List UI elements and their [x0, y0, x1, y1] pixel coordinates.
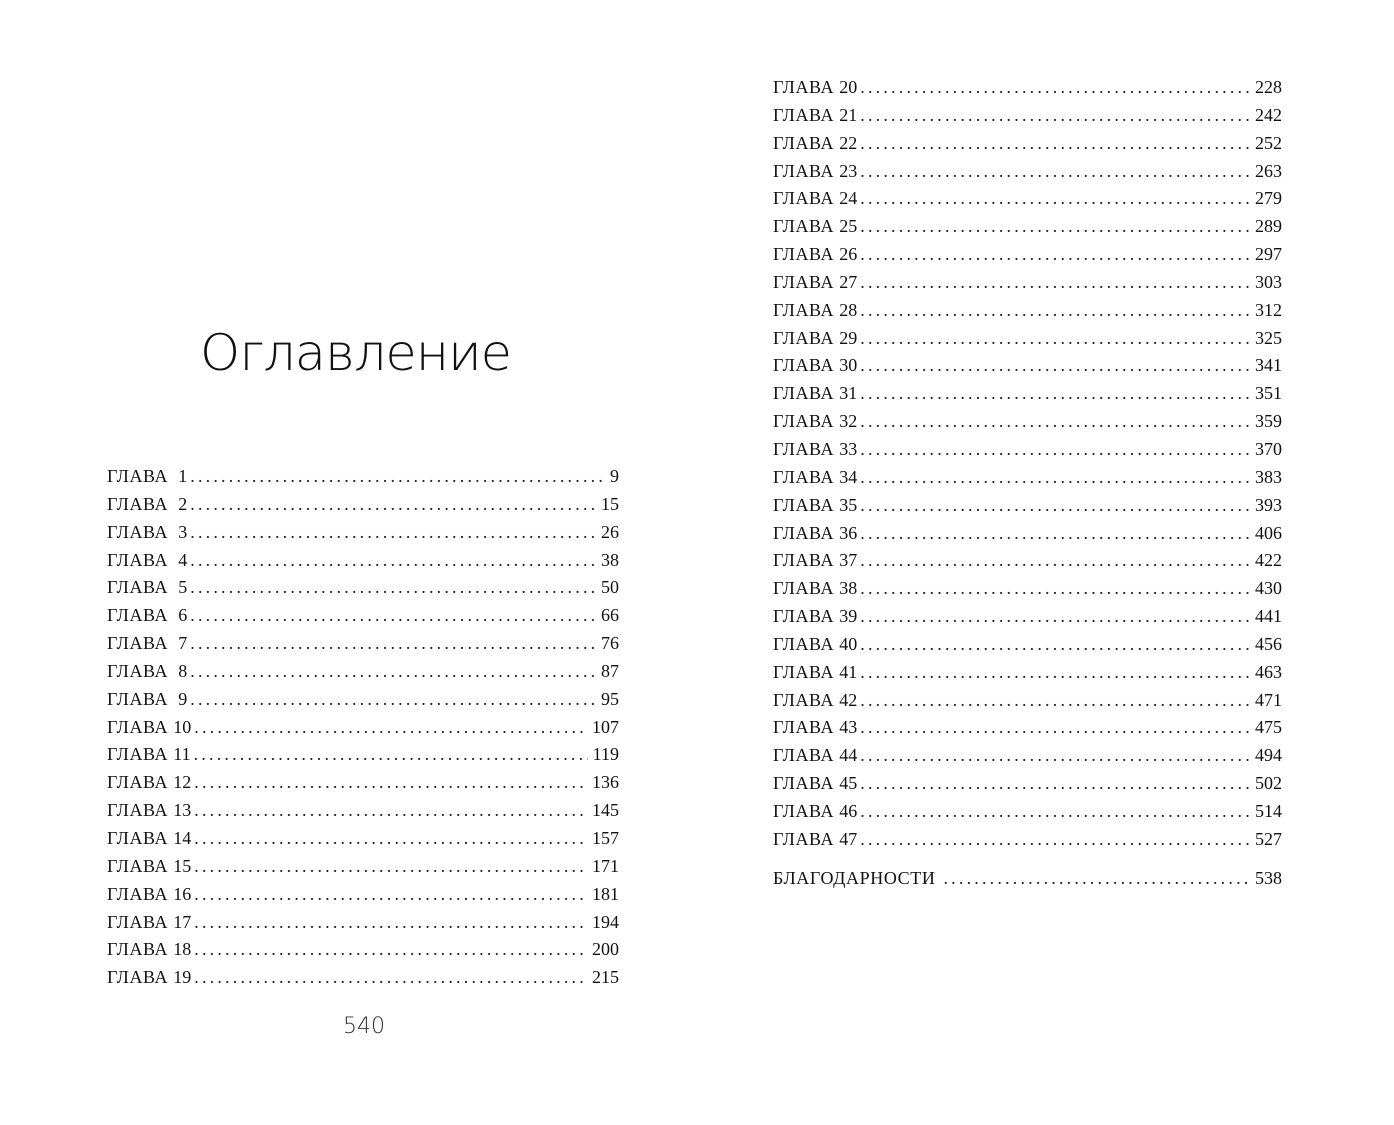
chapter-number: 29	[839, 327, 858, 348]
dot-leader	[194, 769, 587, 797]
page-ref: 359	[1255, 411, 1282, 432]
page-ref: 181	[592, 883, 619, 904]
chapter-word: ГЛАВА	[773, 383, 835, 404]
toc-entry	[773, 687, 1282, 715]
page-title: Оглавление	[200, 324, 512, 382]
entry-label	[107, 630, 187, 658]
chapter-number: 30	[839, 355, 858, 376]
chapter-word: ГЛАВА	[107, 577, 169, 598]
toc-entry	[107, 797, 619, 825]
dot-leader	[860, 74, 1250, 102]
chapter-word: ГЛАВА	[107, 827, 169, 848]
dot-leader	[194, 964, 587, 992]
toc-entry	[773, 714, 1282, 742]
dot-leader	[190, 630, 596, 658]
page-ref: 263	[1255, 160, 1282, 181]
entry-label	[773, 826, 857, 854]
toc-list-left	[107, 463, 619, 992]
page-ref: 242	[1255, 104, 1282, 125]
chapter-number: 12	[173, 772, 192, 793]
chapter-number: 6	[178, 605, 188, 626]
chapter-number: 4	[178, 549, 188, 570]
page-ref: 406	[1255, 522, 1282, 543]
dot-leader	[194, 825, 587, 853]
dot-leader	[190, 686, 596, 714]
toc-entry	[107, 463, 619, 491]
dot-leader	[194, 881, 587, 909]
chapter-word: ГЛАВА	[107, 660, 169, 681]
chapter-word: ГЛАВА	[107, 493, 169, 514]
chapter-word: ГЛАВА	[773, 244, 835, 265]
chapter-word: ГЛАВА	[773, 828, 835, 849]
dot-leader	[194, 909, 587, 937]
page-ref: 456	[1255, 633, 1282, 654]
entry-label	[773, 185, 857, 213]
toc-entry	[773, 297, 1282, 325]
chapter-number: 46	[839, 800, 858, 821]
chapter-number: 39	[839, 606, 858, 627]
entry-label	[773, 269, 857, 297]
dot-leader	[860, 213, 1250, 241]
dot-leader	[194, 741, 588, 769]
chapter-word: ГЛАВА	[107, 688, 169, 709]
dot-leader	[860, 325, 1250, 353]
chapter-word: ГЛАВА	[773, 466, 835, 487]
page-ref: 50	[601, 577, 619, 598]
chapter-number: 26	[839, 244, 858, 265]
dot-leader	[860, 158, 1250, 186]
dot-leader	[860, 798, 1250, 826]
page-ref: 87	[601, 660, 619, 681]
chapter-word: ГЛАВА	[107, 911, 169, 932]
chapter-number: 7	[178, 633, 188, 654]
toc-entry	[773, 547, 1282, 575]
chapter-number: 34	[839, 466, 858, 487]
page-ref: 430	[1255, 578, 1282, 599]
chapter-number: 18	[173, 939, 192, 960]
toc-list-right	[773, 74, 1282, 892]
entry-label	[107, 909, 191, 937]
entry-label	[107, 547, 187, 575]
toc-entry	[773, 742, 1282, 770]
toc-entry	[773, 631, 1282, 659]
dot-leader	[860, 547, 1250, 575]
toc-entry	[107, 574, 619, 602]
entry-label	[773, 213, 857, 241]
dot-leader	[860, 297, 1250, 325]
page-ref: 76	[601, 633, 619, 654]
dot-leader	[860, 659, 1250, 687]
toc-entry	[773, 241, 1282, 269]
entry-label	[773, 297, 857, 325]
page-ref: 341	[1255, 355, 1282, 376]
page-ref: 289	[1255, 216, 1282, 237]
toc-entry	[773, 492, 1282, 520]
entry-label	[773, 74, 857, 102]
dot-leader	[194, 853, 587, 881]
chapter-number: 38	[839, 578, 858, 599]
toc-entry	[773, 408, 1282, 436]
chapter-number: 27	[839, 271, 858, 292]
page-ref: 297	[1255, 244, 1282, 265]
entry-label	[107, 491, 187, 519]
dot-leader	[190, 574, 596, 602]
toc-entry	[773, 659, 1282, 687]
page-ref: 370	[1255, 438, 1282, 459]
page-ref: 26	[601, 521, 619, 542]
page-ref: 475	[1255, 717, 1282, 738]
toc-entry	[107, 491, 619, 519]
dot-leader	[194, 936, 587, 964]
page-ref: 200	[592, 939, 619, 960]
page-ref: 303	[1255, 271, 1282, 292]
chapter-word: ГЛАВА	[773, 77, 835, 97]
chapter-word: ГЛАВА	[773, 438, 835, 459]
chapter-number: 32	[839, 411, 858, 432]
chapter-number: 31	[839, 383, 858, 404]
chapter-word: ГЛАВА	[773, 299, 835, 320]
entry-label	[773, 687, 857, 715]
entry-label	[773, 770, 857, 798]
page-ref: 471	[1255, 689, 1282, 710]
chapter-word: ГЛАВА	[773, 689, 835, 710]
chapter-word: ГЛАВА	[773, 355, 835, 376]
dot-leader	[860, 352, 1250, 380]
toc-entry	[107, 714, 619, 742]
entry-label	[107, 574, 187, 602]
entry-label	[773, 742, 857, 770]
toc-entry	[107, 686, 619, 714]
chapter-number: 20	[839, 77, 858, 97]
page-ref: 252	[1255, 132, 1282, 153]
chapter-number: 21	[839, 104, 858, 125]
dot-leader	[194, 714, 587, 742]
dot-leader	[194, 797, 587, 825]
entry-label	[773, 130, 857, 158]
dot-leader	[860, 826, 1250, 854]
toc-entry	[773, 603, 1282, 631]
chapter-word: ГЛАВА	[107, 521, 169, 542]
toc-entry	[107, 964, 619, 992]
chapter-number: 8	[178, 660, 188, 681]
chapter-number: 41	[839, 661, 858, 682]
dot-leader	[190, 658, 596, 686]
toc-entry	[773, 520, 1282, 548]
dot-leader	[860, 408, 1250, 436]
toc-entry	[107, 741, 619, 769]
page-ref: 136	[592, 772, 619, 793]
toc-entry	[773, 352, 1282, 380]
dot-leader	[860, 102, 1250, 130]
entry-label	[773, 603, 857, 631]
chapter-word: ГЛАВА	[107, 855, 169, 876]
dot-leader	[860, 714, 1250, 742]
page-ref: 383	[1255, 466, 1282, 487]
page-ref: 538	[1255, 867, 1282, 888]
entry-label	[773, 352, 857, 380]
entry-label	[773, 631, 857, 659]
page-ref: 393	[1255, 494, 1282, 515]
right-page	[697, 0, 1394, 1125]
chapter-number: 33	[839, 438, 858, 459]
chapter-word: ГЛАВА	[773, 188, 835, 209]
entry-label	[773, 380, 857, 408]
entry-label	[773, 408, 857, 436]
chapter-word: ГЛАВА	[773, 800, 835, 821]
chapter-number: 28	[839, 299, 858, 320]
chapter-word: ГЛАВА	[773, 522, 835, 543]
chapter-word: ГЛАВА	[773, 327, 835, 348]
page-ref: 441	[1255, 606, 1282, 627]
dot-leader	[860, 436, 1250, 464]
chapter-number: 42	[839, 689, 858, 710]
toc-entry	[107, 881, 619, 909]
entry-label	[773, 241, 857, 269]
entry-label	[107, 463, 187, 491]
chapter-number: 10	[173, 716, 192, 737]
entry-label	[107, 825, 191, 853]
chapter-word: ГЛАВА	[107, 772, 169, 793]
toc-entry	[773, 826, 1282, 854]
entry-label	[107, 964, 191, 992]
chapter-number: 9	[178, 688, 188, 709]
page-ref: 312	[1255, 299, 1282, 320]
chapter-word: ГЛАВА	[773, 132, 835, 153]
chapter-word: ГЛАВА	[773, 606, 835, 627]
page-ref: 279	[1255, 188, 1282, 209]
toc-entry	[773, 770, 1282, 798]
page-ref: 15	[601, 493, 619, 514]
chapter-word: ГЛАВА	[107, 716, 169, 737]
entry-label	[107, 519, 187, 547]
dot-leader	[190, 547, 596, 575]
toc-entry	[773, 380, 1282, 408]
chapter-number: 23	[839, 160, 858, 181]
toc-entry	[107, 825, 619, 853]
toc-entry-acknowledgements	[773, 865, 1282, 893]
chapter-number: 14	[173, 827, 192, 848]
page-ref: 502	[1255, 773, 1282, 794]
chapter-word: ГЛАВА	[773, 104, 835, 125]
toc-entry	[107, 853, 619, 881]
chapter-number: 3	[178, 521, 188, 542]
entry-label	[107, 797, 191, 825]
dot-leader	[860, 770, 1250, 798]
dot-leader	[860, 380, 1250, 408]
entry-label	[773, 102, 857, 130]
chapter-word: ГЛАВА	[773, 745, 835, 766]
entry-label	[107, 741, 191, 769]
entry-label	[773, 659, 857, 687]
chapter-word: ГЛАВА	[107, 633, 169, 654]
chapter-word: ГЛАВА	[773, 411, 835, 432]
chapter-number: 36	[839, 522, 858, 543]
dot-leader	[860, 185, 1250, 213]
chapter-number: 2	[178, 493, 188, 514]
dot-leader	[943, 865, 1250, 893]
chapter-number: 47	[839, 828, 858, 849]
toc-entry	[107, 658, 619, 686]
chapter-word: ГЛАВА	[773, 578, 835, 599]
entry-label	[107, 936, 191, 964]
entry-label	[107, 686, 187, 714]
entry-label	[773, 575, 857, 603]
dot-leader	[860, 575, 1250, 603]
toc-entry	[773, 436, 1282, 464]
toc-entry	[107, 630, 619, 658]
chapter-number: 22	[839, 132, 858, 153]
chapter-number: 13	[173, 800, 192, 821]
toc-entry	[107, 909, 619, 937]
page-ref: 463	[1255, 661, 1282, 682]
entry-label	[773, 492, 857, 520]
entry-label	[773, 714, 857, 742]
toc-entry	[773, 185, 1282, 213]
entry-label	[773, 464, 857, 492]
chapter-word: ГЛАВА	[773, 494, 835, 515]
entry-label	[107, 602, 187, 630]
entry-label	[773, 547, 857, 575]
toc-entry	[773, 464, 1282, 492]
dot-leader	[860, 464, 1250, 492]
entry-label	[107, 658, 187, 686]
page-ref: 107	[592, 716, 619, 737]
toc-entry	[107, 769, 619, 797]
entry-label	[107, 881, 191, 909]
page-ref: 66	[601, 605, 619, 626]
entry-label	[773, 325, 857, 353]
toc-entry	[107, 936, 619, 964]
page-ref: 157	[592, 827, 619, 848]
page-ref: 514	[1255, 800, 1282, 821]
dot-leader	[190, 602, 596, 630]
chapter-number: 24	[839, 188, 858, 209]
entry-label	[107, 714, 191, 742]
toc-entry	[773, 325, 1282, 353]
toc-entry	[773, 74, 1282, 102]
chapter-word: ГЛАВА	[773, 633, 835, 654]
toc-entry	[107, 519, 619, 547]
toc-entry	[773, 213, 1282, 241]
page-ref: 95	[601, 688, 619, 709]
page-ref: 171	[592, 855, 619, 876]
entry-label	[773, 520, 857, 548]
chapter-word: ГЛАВА	[773, 773, 835, 794]
page-ref: 119	[592, 744, 619, 765]
chapter-word: ГЛАВА	[107, 744, 169, 765]
chapter-word: ГЛАВА	[773, 717, 835, 738]
page-ref: 325	[1255, 327, 1282, 348]
page-ref: 38	[601, 549, 619, 570]
entry-label	[107, 769, 191, 797]
chapter-number: 35	[839, 494, 858, 515]
chapter-word: ГЛАВА	[107, 549, 169, 570]
dot-leader	[860, 687, 1250, 715]
chapter-word: ГЛАВА	[773, 550, 835, 571]
entry-label	[773, 436, 857, 464]
page-ref: 9	[610, 466, 619, 486]
dot-leader	[860, 130, 1250, 158]
toc-entry	[773, 575, 1282, 603]
page-ref: 422	[1255, 550, 1282, 571]
entry-label	[107, 853, 191, 881]
page-ref: 215	[592, 967, 619, 988]
chapter-number: 25	[839, 216, 858, 237]
chapter-number: 19	[173, 967, 192, 988]
chapter-word: ГЛАВА	[773, 661, 835, 682]
chapter-word: ГЛАВА	[107, 967, 169, 988]
chapter-number: 11	[173, 744, 191, 765]
dot-leader	[860, 520, 1250, 548]
dot-leader	[860, 631, 1250, 659]
dot-leader	[860, 241, 1250, 269]
chapter-word: ГЛАВА	[773, 160, 835, 181]
toc-entry	[107, 602, 619, 630]
chapter-number: 43	[839, 717, 858, 738]
toc-entry	[773, 798, 1282, 826]
page-ref: 228	[1255, 77, 1282, 97]
toc-entry	[773, 130, 1282, 158]
page-ref: 194	[592, 911, 619, 932]
page-ref: 351	[1255, 383, 1282, 404]
chapter-word: ГЛАВА	[107, 800, 169, 821]
chapter-number: 16	[173, 883, 192, 904]
chapter-number: 1	[178, 466, 188, 486]
chapter-number: 5	[178, 577, 188, 598]
toc-entry	[773, 102, 1282, 130]
toc-entry	[107, 547, 619, 575]
toc-entry	[773, 158, 1282, 186]
chapter-word: ГЛАВА	[107, 466, 169, 486]
chapter-number: 15	[173, 855, 192, 876]
toc-entry	[773, 269, 1282, 297]
page-ref: 527	[1255, 828, 1282, 849]
dot-leader	[860, 603, 1250, 631]
dot-leader	[190, 519, 596, 547]
chapter-word: ГЛАВА	[107, 883, 169, 904]
chapter-number: 44	[839, 745, 858, 766]
dot-leader	[860, 742, 1250, 770]
dot-leader	[860, 269, 1250, 297]
chapter-number: 37	[839, 550, 858, 571]
entry-label	[773, 158, 857, 186]
chapter-number: 17	[173, 911, 192, 932]
chapter-word: ГЛАВА	[773, 216, 835, 237]
chapter-word: ГЛАВА	[107, 605, 169, 626]
page-ref: 494	[1255, 745, 1282, 766]
page-number: 540	[343, 1014, 385, 1039]
entry-label	[773, 798, 857, 826]
dot-leader	[860, 492, 1250, 520]
chapter-number: 45	[839, 773, 858, 794]
chapter-word: ГЛАВА	[107, 939, 169, 960]
chapter-word: ГЛАВА	[773, 271, 835, 292]
entry-label: БЛАГОДАРНОСТИ	[773, 867, 936, 888]
dot-leader	[190, 491, 596, 519]
chapter-number: 40	[839, 633, 858, 654]
page-ref: 145	[592, 800, 619, 821]
dot-leader	[190, 463, 605, 491]
